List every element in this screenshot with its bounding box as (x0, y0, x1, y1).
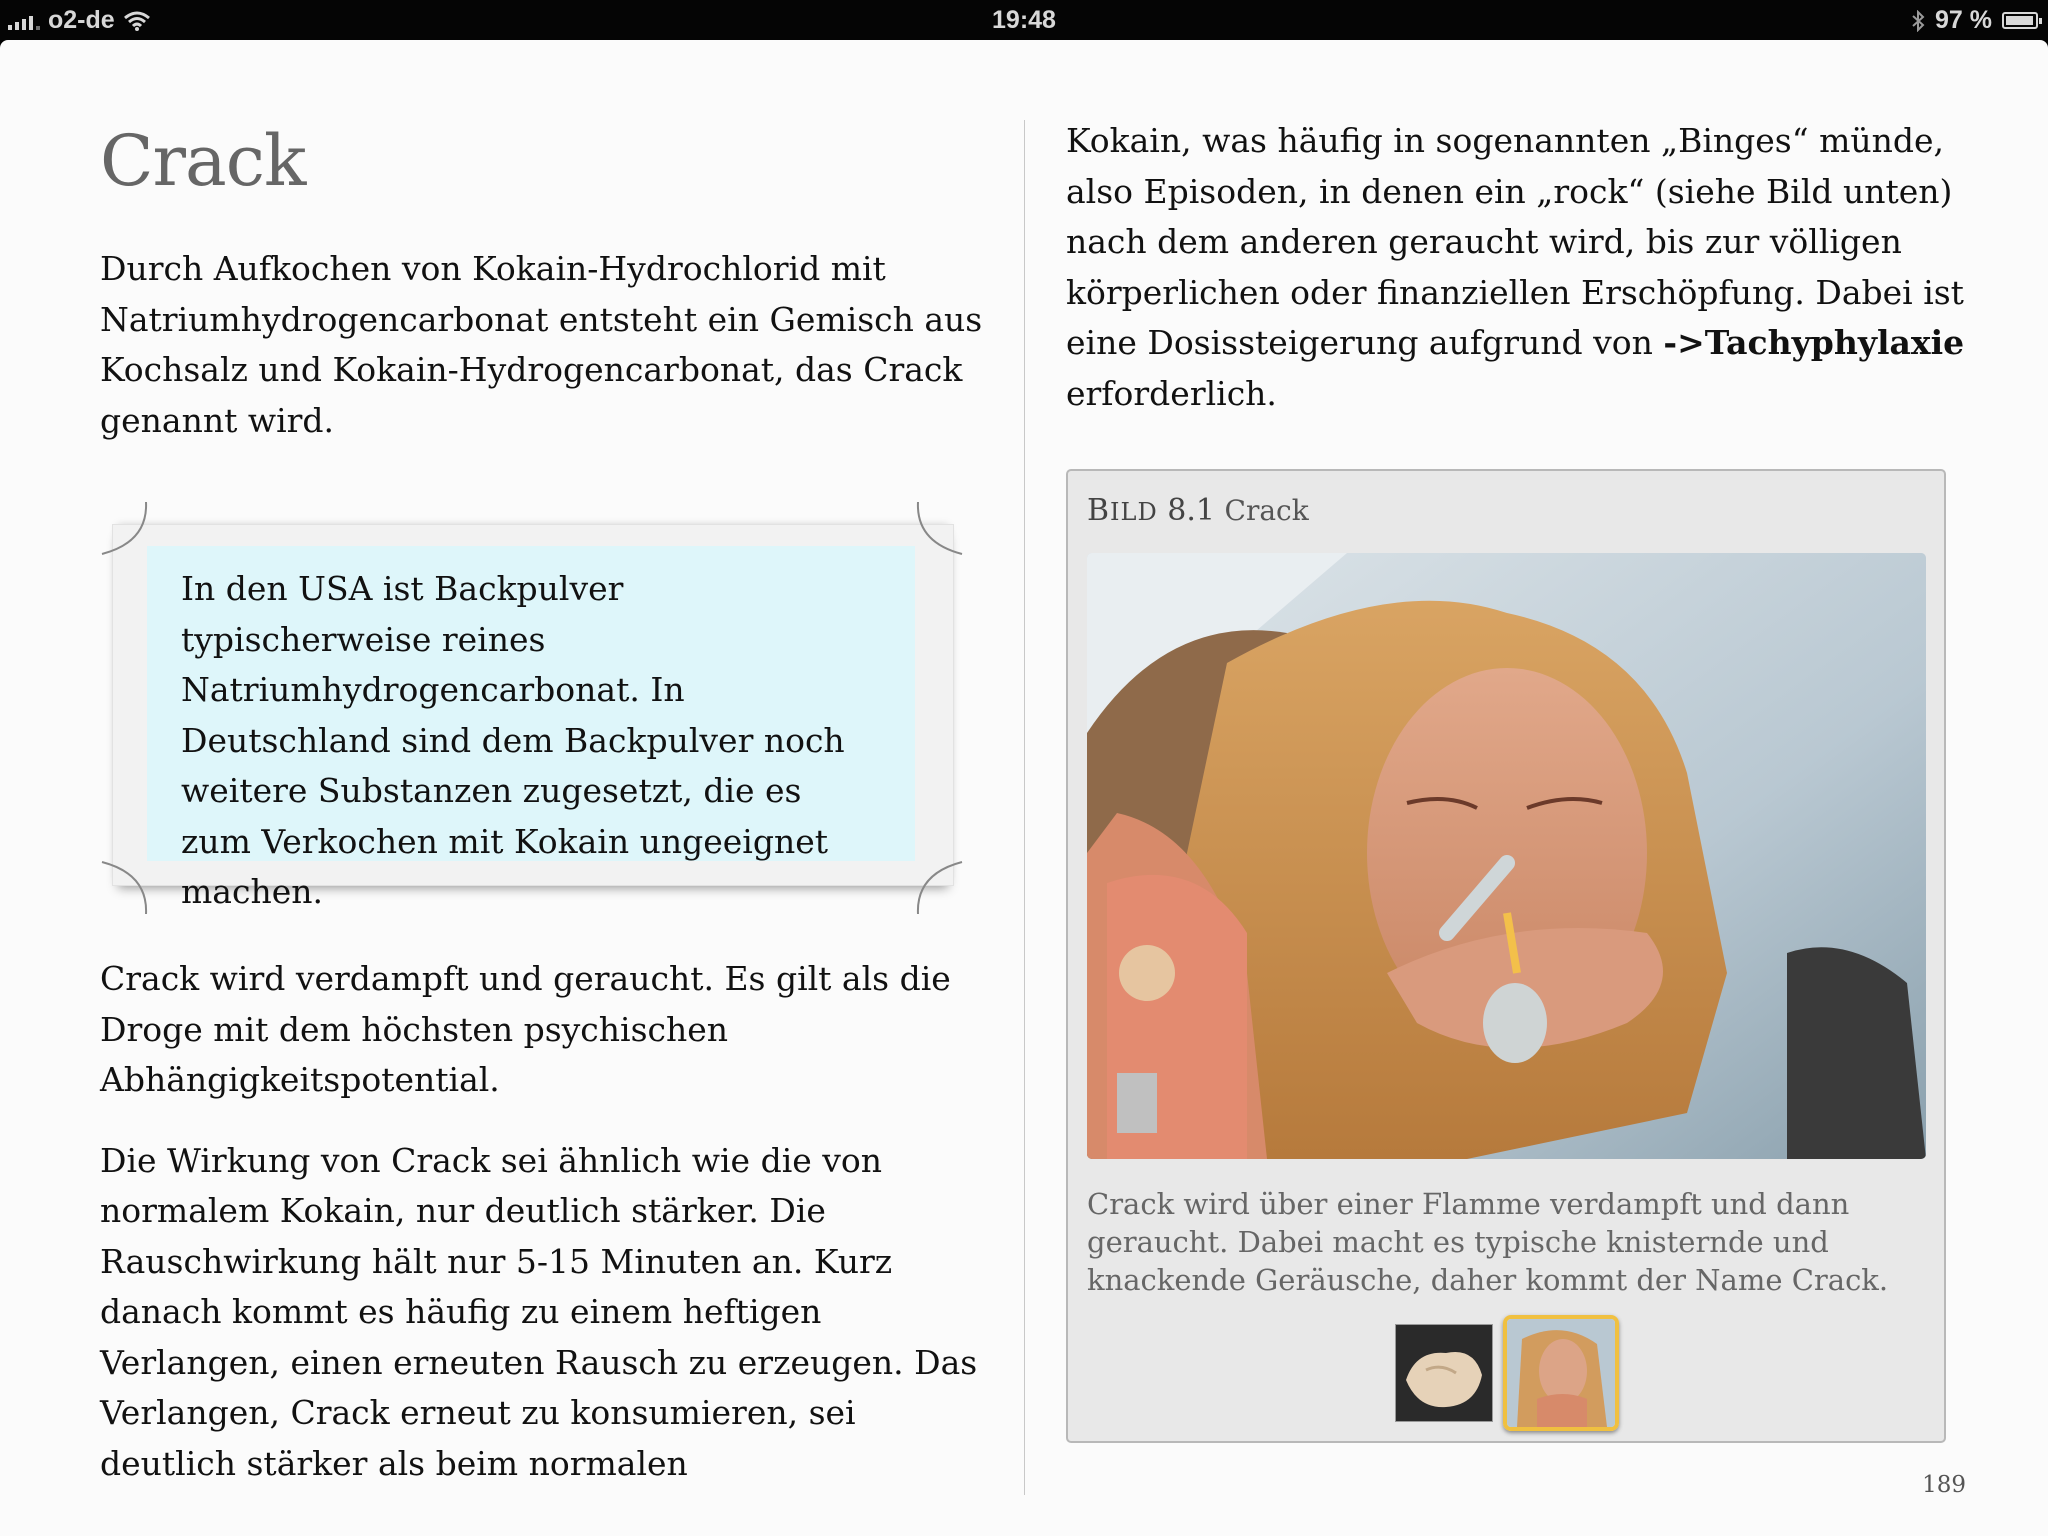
battery-percent: 97 % (1935, 6, 1992, 34)
note-corner-top-right (906, 502, 966, 562)
thumbnail-woman-smoking[interactable] (1503, 1315, 1619, 1431)
woman-smoking-image (1507, 1319, 1615, 1427)
paragraph-1: Durch Aufkochen von Kokain-Hydrochlorid mit Natriumhydrogencarbonat entsteht ein Gemisch aus Kochsalz und Kokain-Hydrogencarbonat, das Crack genannt wird. (100, 249, 983, 440)
paragraph-3: Die Wirkung von Crack sei ähnlich wie die von normalem Kokain, nur deutlich stärker. Die Rauschwirkung hält nur 5-15 Minuten an. Kurz danach kommt es häufig zu einem heftigen Verlangen, einen erneuten Rausch zu erzeugen. Das Verlangen, Crack erneut zu konsumieren, sei deutlich stärker als beim normalen (100, 1140, 978, 1483)
thumbnail-crack-rock[interactable] (1395, 1324, 1493, 1422)
figure-label-word: BILD (1087, 493, 1158, 528)
figure-label (1087, 493, 1309, 528)
left-column (100, 118, 985, 1519)
status-bar-right (1911, 6, 2038, 35)
figure-widget[interactable] (1066, 469, 1946, 1443)
paragraph-2: Crack wird verdampft und geraucht. Es gilt als die Droge mit dem höchsten psychischen Abhängigkeitspotential. (100, 959, 951, 1099)
battery-icon (2002, 12, 2038, 29)
crack-rock-image (1396, 1325, 1493, 1422)
paragraph-continued (1066, 116, 1966, 419)
note-content (147, 546, 915, 911)
note-text: In den USA ist Backpulver typischerweise reines Natriumhydrogencarbonat. In Deutschland sind dem Backpulver noch weitere Substanzen zugesetzt, die es zum Verkochen mit Kokain ungeeignet machen. (181, 569, 845, 911)
status-bar (0, 0, 2048, 40)
chapter-title: Crack (100, 120, 306, 202)
figure-photo[interactable] (1087, 553, 1926, 1159)
figure-number: 8.1 (1167, 493, 1215, 528)
photo-woman-smoking (1087, 553, 1926, 1159)
tachyphylaxie-link[interactable]: ->Tachyphylaxie (1663, 323, 1965, 362)
battery-fill (2006, 16, 2033, 25)
figure-name: Crack (1224, 494, 1309, 527)
book-page[interactable] (0, 40, 2048, 1536)
paragraph-continued-text: Kokain, was häufig in sogenannten „Binges“ münde, also Episoden, in denen ein „rock“ (siehe Bild unten) nach dem anderen geraucht wird, bis zur völligen körperlichen oder finanziellen Erschöpfung. Dabei ist eine Dosissteigerung aufgrund von (1066, 121, 1964, 362)
column-divider (1024, 120, 1025, 1495)
note-corner-bottom-left (98, 854, 158, 914)
figure-caption: Crack wird über einer Flamme verdampft und dann geraucht. Dabei macht es typische knisternde und knackende Geräusche, daher kommt der Name Crack. (1087, 1187, 1889, 1297)
carrier-name: o2-de (48, 6, 115, 34)
bluetooth-icon (1911, 10, 1925, 32)
sidebar-note (92, 494, 972, 914)
note-corner-bottom-right (906, 854, 966, 914)
paragraph-continued-end: erforderlich. (1066, 373, 1277, 413)
figure-thumbnails (1395, 1315, 1619, 1431)
right-column (1066, 116, 1966, 1443)
clock: 19:48 (992, 6, 1056, 34)
page-number: 189 (1922, 1472, 1966, 1498)
